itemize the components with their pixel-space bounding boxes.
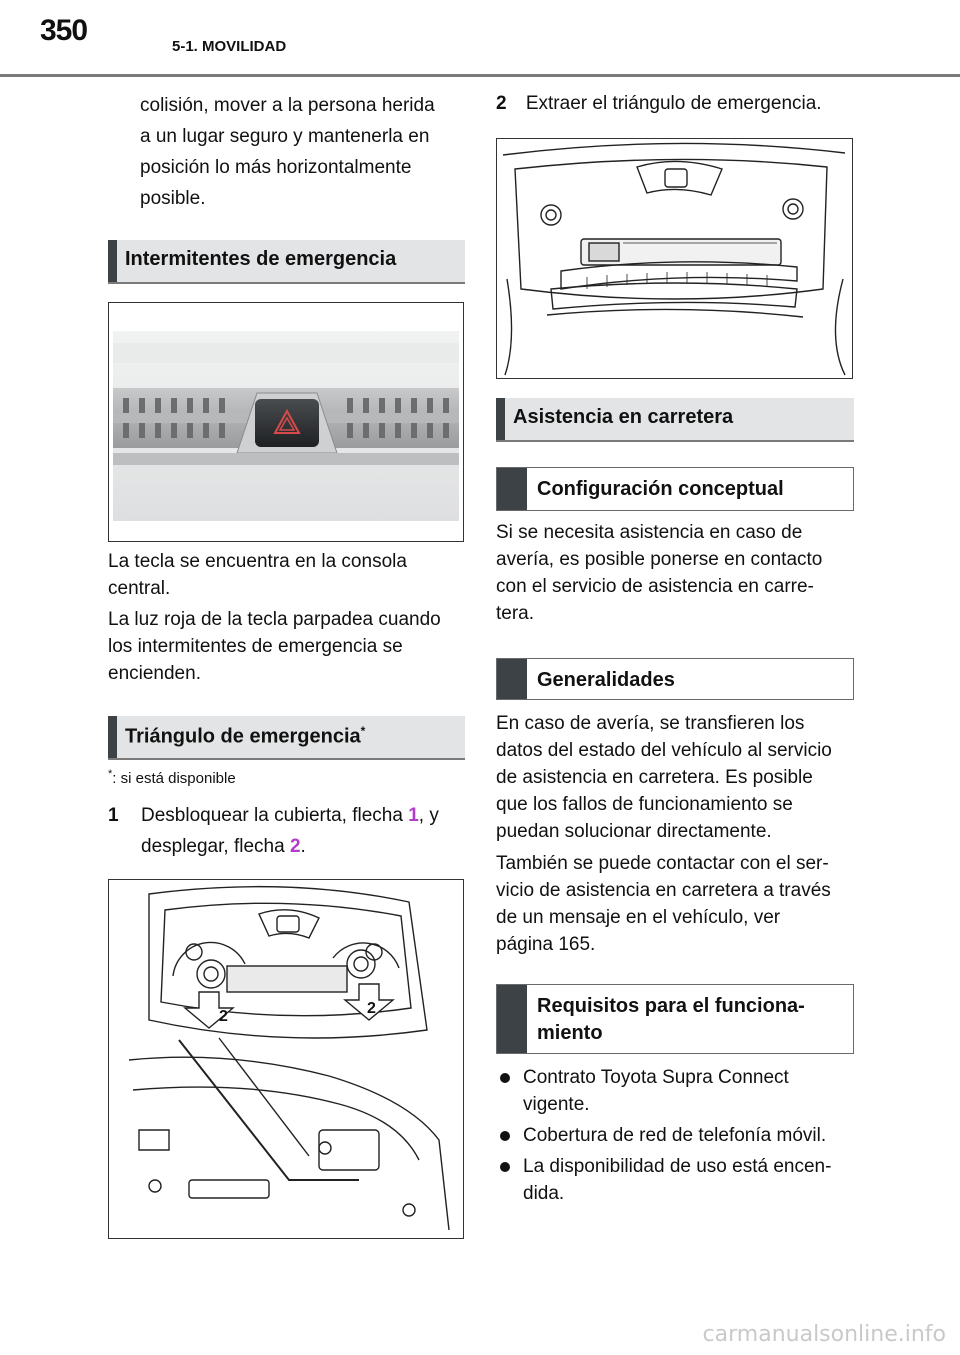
- bullet-icon: [500, 1073, 510, 1083]
- general-paragraph-1: [496, 710, 832, 845]
- subsection-title: Configuración conceptual: [537, 478, 784, 500]
- text-line: vicio de asistencia en carretera a través: [496, 880, 831, 901]
- step-text: [108, 800, 468, 862]
- list-item: [500, 1153, 860, 1207]
- subsection-bar: [497, 985, 527, 1053]
- text-line: La disponibilidad de uso está encen-: [523, 1156, 832, 1177]
- step-2: [496, 90, 822, 117]
- text-line: Si se necesita asistencia en caso de: [496, 522, 803, 543]
- text-segment: desplegar, flecha: [141, 836, 290, 857]
- text-line: colisión, mover a la persona herida: [140, 95, 435, 116]
- text-line: La luz roja de la tecla parpadea cuando: [108, 609, 441, 630]
- text-line: [141, 831, 468, 862]
- intro-paragraph: [140, 90, 435, 214]
- watermark: carmanualsonline.info: [702, 1322, 946, 1347]
- callout-arrow-2-right: 2: [367, 1000, 376, 1017]
- text-line: Cobertura de red de telefonía móvil.: [523, 1125, 827, 1146]
- subsection-title: [537, 993, 805, 1047]
- bullet-icon: [500, 1131, 510, 1141]
- section-roadside-assistance: [496, 398, 854, 442]
- text-line: con el servicio de asistencia en carre-: [496, 576, 814, 597]
- arrow-ref-1: 1: [408, 805, 419, 826]
- title-line: Requisitos para el funciona-: [537, 995, 805, 1017]
- section-title: Intermitentes de emergencia: [125, 248, 397, 270]
- subsection-title: Generalidades: [537, 669, 675, 691]
- text-line: que los fallos de funcionamiento se: [496, 794, 793, 815]
- text-line: La tecla se encuentra en la consola: [108, 551, 407, 572]
- section-title: [125, 724, 365, 749]
- text-line: dida.: [523, 1183, 565, 1204]
- hazard-button-figure: [108, 302, 464, 542]
- text-line: página 165.: [496, 934, 596, 955]
- subsection-general: [496, 658, 854, 700]
- hazard-paragraph-1: [108, 548, 407, 602]
- step-text: Extraer el triángulo de emergencia.: [525, 93, 822, 114]
- callout-arrow-2-left: 2: [219, 1008, 228, 1025]
- subsection-bar: [497, 659, 527, 699]
- text-line: También se puede contactar con el ser-: [496, 853, 829, 874]
- section-bar: [496, 398, 505, 440]
- subsection-bar: [497, 468, 527, 510]
- requirements-list: [500, 1064, 860, 1207]
- triangle-storage-figure: [496, 138, 853, 379]
- text-segment: , y: [418, 805, 439, 826]
- text-line: a un lugar seguro y mantenerla en: [140, 126, 430, 147]
- section-hazard-lights: [108, 240, 465, 284]
- text-line: En caso de avería, se transfieren los: [496, 713, 805, 734]
- title-line: miento: [537, 1022, 603, 1044]
- list-item: [500, 1122, 860, 1149]
- footnote-marker: *: [360, 724, 366, 738]
- text-line: encienden.: [108, 663, 201, 684]
- text-segment: Desbloquear la cubierta, flecha: [141, 805, 409, 826]
- hazard-paragraph-2: [108, 606, 441, 687]
- section-bar: [108, 240, 117, 282]
- section-warning-triangle: [108, 716, 465, 760]
- footnote-text: : si está disponible: [112, 770, 236, 787]
- text-line: puedan solucionar directamente.: [496, 821, 772, 842]
- text-line: avería, es posible ponerse en contacto: [496, 549, 823, 570]
- text-line: central.: [108, 578, 171, 599]
- section-title-text: Triángulo de emergencia: [125, 725, 361, 748]
- text-line: de un mensaje en el vehículo, ver: [496, 907, 781, 928]
- text-line: Contrato Toyota Supra Connect: [523, 1067, 789, 1088]
- list-item: [500, 1064, 860, 1118]
- text-line: de asistencia en carretera. Es posible: [496, 767, 813, 788]
- text-line: [141, 800, 468, 831]
- text-line: posible.: [140, 188, 206, 209]
- text-line: los intermitentes de emergencia se: [108, 636, 403, 657]
- section-bar: [108, 716, 117, 758]
- text-line: tera.: [496, 603, 535, 624]
- chapter-title: 5-1. MOVILIDAD: [172, 38, 287, 55]
- step-number: 1: [108, 805, 119, 826]
- trunk-cover-figure: [108, 879, 464, 1239]
- footnote-marker: *: [108, 768, 113, 780]
- text-line: posición lo más horizontalmente: [140, 157, 412, 178]
- page-number: 350: [40, 14, 88, 47]
- subsection-requirements: [496, 984, 854, 1054]
- text-segment: .: [300, 836, 306, 857]
- concept-paragraph: [496, 519, 822, 627]
- bullet-icon: [500, 1162, 510, 1172]
- arrow-ref-2: 2: [289, 836, 301, 857]
- text-line: vigente.: [523, 1094, 590, 1115]
- step-number: 2: [496, 93, 507, 114]
- subsection-concept: [496, 467, 854, 511]
- general-paragraph-2: [496, 850, 831, 958]
- step-1: [108, 800, 468, 862]
- header-rule: [0, 74, 960, 77]
- text-line: datos del estado del vehículo al servicio: [496, 740, 832, 761]
- footnote: [108, 768, 236, 787]
- section-title: Asistencia en carretera: [513, 406, 734, 428]
